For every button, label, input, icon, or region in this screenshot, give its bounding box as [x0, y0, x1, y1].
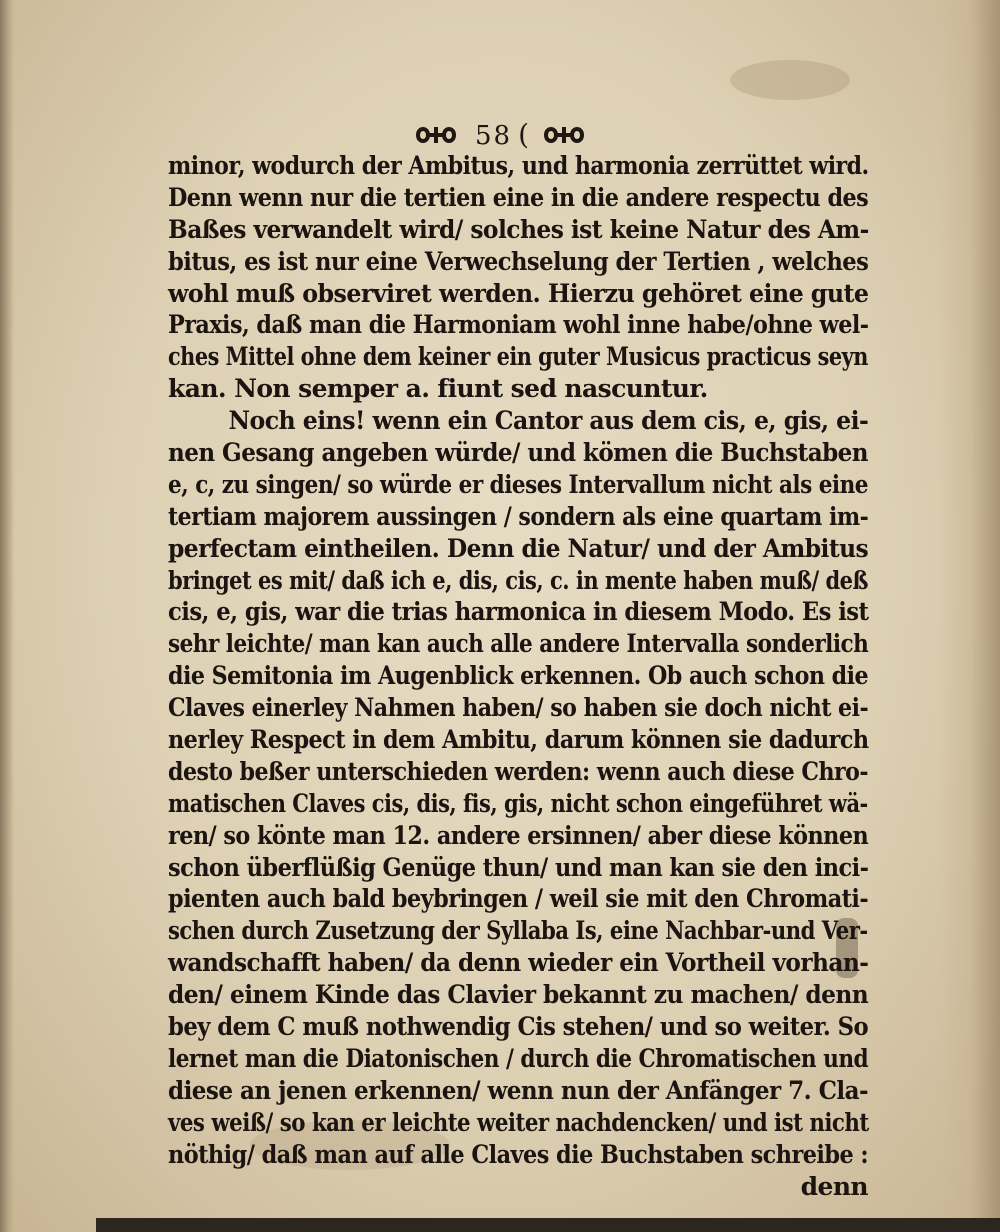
text-line: cis, e, gis, war die trias harmonica in diesem Modo. Es ist [168, 597, 869, 627]
text-line: kan. Non semper a. fiunt sed nascuntur. [168, 374, 708, 404]
text-line: ren/ so könte man 12. andere ersinnen/ aber diese können [168, 820, 869, 850]
text-line: Noch eins! wenn ein Cantor aus dem cis, e, gis, ei- [228, 406, 869, 436]
text-line: bitus, es ist nur eine Verwechselung der Tertien , welches [168, 246, 869, 276]
text-line: pienten auch bald beybringen / weil sie mit den Chromati- [168, 884, 869, 914]
text-line: schen durch Zusetzung der Syllaba Is, eine Nachbar-und Ver- [168, 916, 868, 946]
text-line: e, c, zu singen/ so würde er dieses Intervallum nicht als eine [168, 469, 868, 499]
bracket-glyph: ( [518, 118, 532, 151]
text-line: desto beßer unterschieden werden: wenn auch diese Chro- [168, 756, 869, 786]
text-line: ves weiß/ so kan er leichte weiter nachdencken/ und ist nicht [168, 1107, 869, 1137]
paper-stain [730, 60, 850, 100]
fleuron-ornament-icon [542, 124, 586, 146]
text-line: perfectam eintheilen. Denn die Natur/ und der Ambitus [168, 533, 869, 563]
text-line: nöthig/ daß man auf alle Claves die Buchstaben schreibe : [168, 1139, 869, 1169]
text-line: lernet man die Diatonischen / durch die Chromatischen und [168, 1043, 869, 1073]
text-line: wandschafft haben/ da denn wieder ein Vortheil vorhan- [168, 948, 869, 978]
text-line: nen Gesang angeben würde/ und kömen die Buchstaben [168, 438, 869, 468]
scan-bottom-edge [96, 1218, 1000, 1232]
text-line: minor, wodurch der Ambitus, und harmonia zerrüttet wird. [168, 151, 869, 180]
fleuron-ornament-icon [414, 124, 458, 146]
text-line: Baßes verwandelt wird/ solches ist keine Natur des Am- [168, 214, 869, 244]
page-header [0, 118, 1000, 151]
binding-edge [0, 0, 14, 1232]
text-line: den/ einem Kinde das Clavier bekannt zu machen/ denn [168, 980, 869, 1010]
text-line: sehr leichte/ man kan auch alle andere Intervalla sonderlich [168, 629, 869, 659]
body-text [168, 150, 868, 1202]
text-line: wohl muß observiret werden. Hierzu gehöret eine gute [168, 278, 869, 308]
text-line: matischen Claves cis, dis, fis, gis, nicht schon eingeführet wä- [168, 788, 868, 818]
catchword: denn [800, 1171, 868, 1201]
text-line: Denn wenn nur die tertien eine in die andere respectu des [168, 182, 869, 212]
text-line: diese an jenen erkennen/ wenn nun der Anfänger 7. Cla- [168, 1075, 869, 1105]
text-line: Praxis, daß man die Harmoniam wohl inne habe/ohne wel- [168, 310, 869, 340]
text-line: Claves einerley Nahmen haben/ so haben sie doch nicht ei- [168, 693, 869, 723]
text-line: tertiam majorem aussingen / sondern als eine quartam im- [168, 501, 869, 531]
text-line: bey dem C muß nothwendig Cis stehen/ und so weiter. So [168, 1012, 869, 1042]
text-line: schon überflüßig Genüge thun/ und man kan sie den inci- [168, 852, 869, 882]
text-line: bringet es mit/ daß ich e, dis, cis, c. in mente haben muß/ deß [168, 565, 868, 595]
text-line: die Semitonia im Augenblick erkennen. Ob auch schon die [168, 661, 869, 691]
text-line: nerley Respect in dem Ambitu, darum können sie dadurch [168, 725, 869, 755]
text-line: ches Mittel ohne dem keiner ein guter Musicus practicus seyn [168, 342, 868, 372]
page-edge-shadow [940, 0, 1000, 1232]
page-number: 58 [474, 121, 513, 151]
